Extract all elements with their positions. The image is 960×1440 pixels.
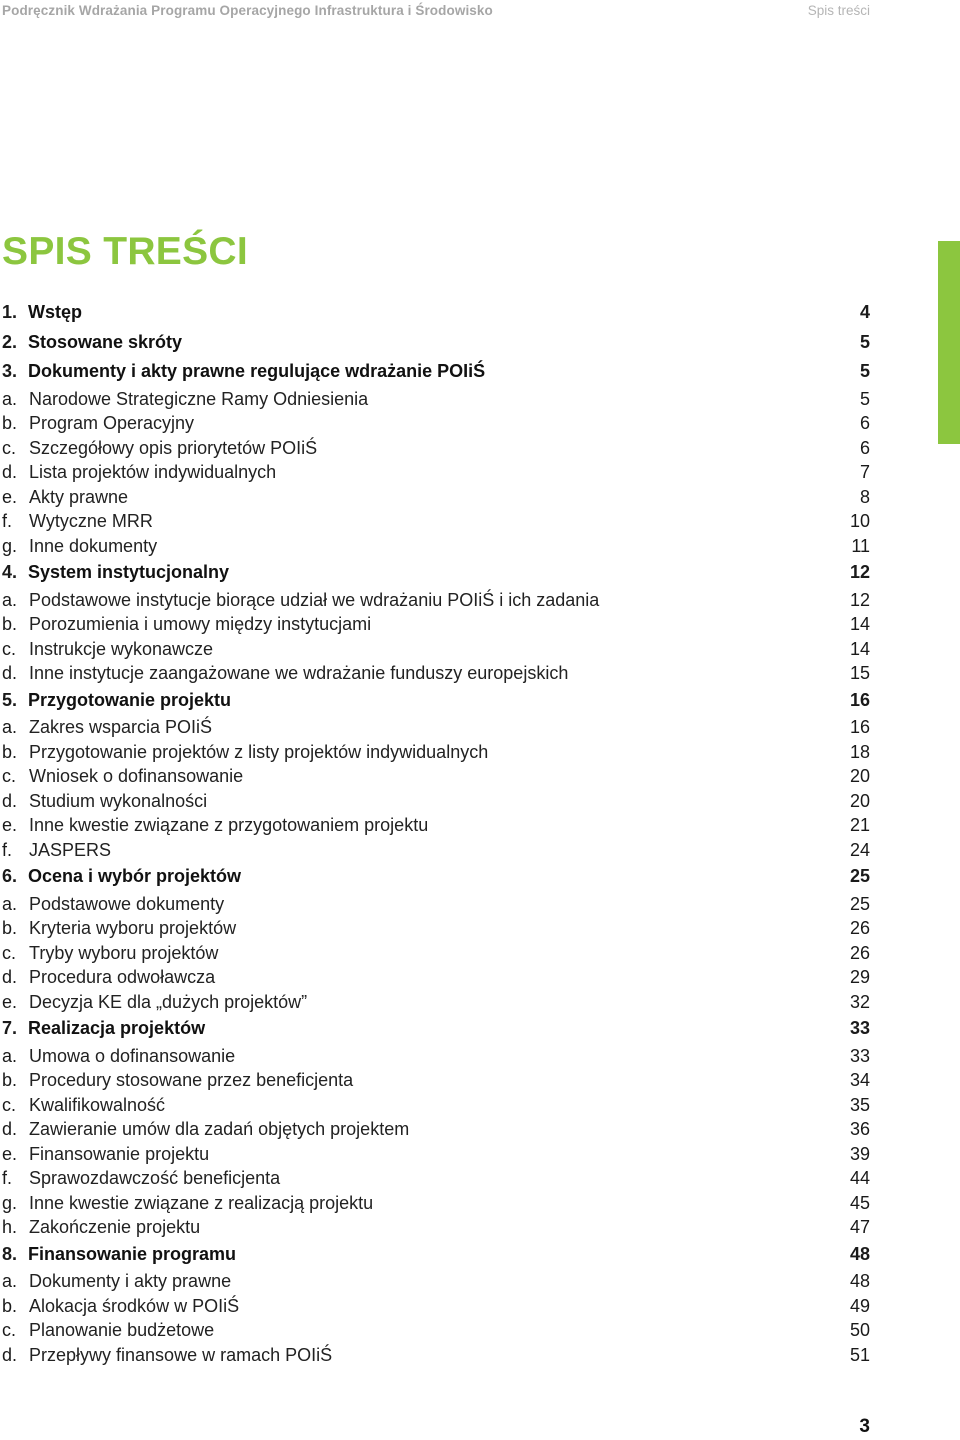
toc-entry-page: 5 bbox=[859, 331, 870, 352]
toc-entry-number: e. bbox=[2, 815, 18, 835]
toc-subsection-entry[interactable] bbox=[2, 1294, 870, 1319]
toc-entry-text: Sprawozdawczość beneficjenta bbox=[29, 1168, 281, 1188]
toc-subsection-entry[interactable] bbox=[2, 838, 870, 863]
toc-entry-page: 14 bbox=[849, 638, 870, 659]
toc-entry-text: Wniosek o dofinansowanie bbox=[29, 766, 244, 786]
toc-entry-number: f. bbox=[2, 1168, 13, 1188]
toc-entry-page: 6 bbox=[859, 413, 870, 433]
toc-entry-number: b. bbox=[2, 741, 18, 762]
toc-entry-page: 50 bbox=[849, 1320, 870, 1340]
toc-chapter-entry[interactable] bbox=[2, 862, 870, 892]
toc-entry-page: 16 bbox=[849, 717, 870, 737]
toc-subsection-entry[interactable] bbox=[2, 715, 870, 740]
toc-entry-page: 20 bbox=[849, 766, 870, 786]
toc-chapter-entry[interactable] bbox=[2, 298, 870, 328]
toc-entry-number: e. bbox=[2, 991, 18, 1012]
toc-entry-number: d. bbox=[2, 663, 18, 683]
toc-entry-label bbox=[2, 558, 229, 588]
toc-entry-label bbox=[2, 411, 194, 436]
toc-entry-page: 47 bbox=[849, 1217, 870, 1237]
toc-entry-text: Inne kwestie związane z przygotowaniem projektu bbox=[29, 815, 429, 835]
toc-entry-text: Studium wykonalności bbox=[29, 790, 208, 811]
toc-subsection-entry[interactable] bbox=[2, 436, 870, 461]
toc-entry-page: 5 bbox=[859, 361, 870, 381]
toc-entry-label bbox=[2, 838, 111, 863]
toc-entry-label bbox=[2, 892, 224, 917]
toc-entry-number: b. bbox=[2, 614, 18, 634]
toc-entry-text: Inne dokumenty bbox=[29, 535, 158, 556]
toc-entry-label bbox=[2, 862, 241, 892]
toc-entry-text: Inne kwestie związane z realizacją projektu bbox=[29, 1192, 374, 1213]
toc-entry-text: Finansowanie programu bbox=[28, 1243, 237, 1264]
toc-chapter-entry[interactable] bbox=[2, 558, 870, 588]
toc-entry-page: 48 bbox=[849, 1271, 870, 1291]
toc-entry-text: Wstęp bbox=[28, 302, 82, 322]
toc-entry-text: Przepływy finansowe w ramach POIiŚ bbox=[29, 1344, 333, 1365]
toc-entry-label bbox=[2, 588, 599, 613]
toc-subsection-entry[interactable] bbox=[2, 789, 870, 814]
toc-entry-label bbox=[2, 1240, 236, 1270]
toc-entry-page: 36 bbox=[849, 1119, 870, 1139]
toc-entry-text: Szczegółowy opis priorytetów POIiŚ bbox=[29, 437, 318, 458]
toc-entry-label bbox=[2, 1142, 209, 1167]
toc-entry-number: d. bbox=[2, 462, 18, 482]
toc-subsection-entry[interactable] bbox=[2, 740, 870, 765]
toc-entry-page: 24 bbox=[849, 839, 870, 860]
toc-entry-label bbox=[2, 485, 128, 510]
toc-entry-text: Stosowane skróty bbox=[28, 331, 183, 352]
toc-subsection-entry[interactable] bbox=[2, 1068, 870, 1093]
toc-entry-number: b. bbox=[2, 413, 18, 433]
toc-entry-label bbox=[2, 990, 307, 1015]
toc-entry-label bbox=[2, 1117, 409, 1142]
toc-subsection-entry[interactable] bbox=[2, 764, 870, 789]
toc-subsection-entry[interactable] bbox=[2, 941, 870, 966]
toc-entry-label bbox=[2, 1014, 205, 1044]
toc-entry-page: 21 bbox=[849, 815, 870, 835]
toc-entry-text: Przygotowanie projektu bbox=[28, 689, 232, 710]
toc-subsection-entry[interactable] bbox=[2, 1318, 870, 1343]
page-title: SPIS TREŚCI bbox=[2, 230, 249, 273]
toc-entry-label bbox=[2, 298, 82, 328]
toc-entry-page: 15 bbox=[849, 663, 870, 683]
toc-subsection-entry[interactable] bbox=[2, 612, 870, 637]
toc-subsection-entry[interactable] bbox=[2, 1343, 870, 1368]
toc-entry-page: 45 bbox=[849, 1192, 870, 1213]
toc-entry-number: 8. bbox=[2, 1243, 18, 1264]
toc-entry-text: Porozumienia i umowy między instytucjami bbox=[29, 614, 372, 634]
toc-entry-number: a. bbox=[2, 893, 18, 914]
toc-entry-label bbox=[2, 813, 428, 838]
toc-entry-number: e. bbox=[2, 486, 18, 507]
toc-subsection-entry[interactable] bbox=[2, 411, 870, 436]
toc-entry-page: 14 bbox=[849, 614, 870, 634]
toc-chapter-entry[interactable] bbox=[2, 1240, 870, 1270]
toc-entry-label bbox=[2, 1343, 332, 1368]
toc-entry-number: b. bbox=[2, 918, 18, 938]
toc-entry-text: Dokumenty i akty prawne bbox=[29, 1271, 232, 1291]
toc-entry-text: Przygotowanie projektów z listy projektów indywidualnych bbox=[29, 741, 489, 762]
toc-entry-text: Finansowanie projektu bbox=[29, 1143, 210, 1164]
toc-entry-number: 5. bbox=[2, 689, 18, 710]
toc-subsection-entry[interactable] bbox=[2, 1044, 870, 1069]
toc-entry-label bbox=[2, 387, 368, 412]
toc-subsection-entry[interactable] bbox=[2, 661, 870, 686]
toc-entry-number: c. bbox=[2, 1094, 17, 1115]
toc-entry-text: Instrukcje wykonawcze bbox=[29, 638, 214, 659]
toc-subsection-entry[interactable] bbox=[2, 1215, 870, 1240]
toc-entry-page: 25 bbox=[849, 866, 870, 886]
toc-entry-page: 51 bbox=[849, 1344, 870, 1365]
toc-entry-number: 7. bbox=[2, 1018, 18, 1038]
toc-entry-page: 8 bbox=[859, 486, 870, 507]
toc-entry-number: g. bbox=[2, 1192, 18, 1213]
toc-entry-page: 39 bbox=[849, 1143, 870, 1164]
toc-entry-label bbox=[2, 509, 153, 534]
toc-entry-text: Zawieranie umów dla zadań objętych projektem bbox=[29, 1119, 410, 1139]
toc-entry-text: Lista projektów indywidualnych bbox=[29, 462, 277, 482]
toc-entry-number: d. bbox=[2, 967, 18, 987]
toc-entry-number: h. bbox=[2, 1217, 18, 1237]
toc-entry-label bbox=[2, 1294, 239, 1319]
toc-entry-label bbox=[2, 1318, 214, 1343]
toc-entry-number: b. bbox=[2, 1070, 18, 1090]
toc-subsection-entry[interactable] bbox=[2, 509, 870, 534]
toc-entry-number: 1. bbox=[2, 302, 18, 322]
toc-entry-text: Procedura odwoławcza bbox=[29, 967, 216, 987]
toc-entry-page: 12 bbox=[849, 562, 870, 582]
toc-entry-label bbox=[2, 436, 317, 461]
toc-entry-number: e. bbox=[2, 1143, 18, 1164]
toc-chapter-entry[interactable] bbox=[2, 686, 870, 716]
toc-entry-text: Program Operacyjny bbox=[29, 413, 195, 433]
toc-entry-text: Akty prawne bbox=[29, 486, 129, 507]
toc-subsection-entry[interactable] bbox=[2, 1117, 870, 1142]
toc-chapter-entry[interactable] bbox=[2, 1014, 870, 1044]
toc-entry-number: a. bbox=[2, 1271, 18, 1291]
toc-subsection-entry[interactable] bbox=[2, 387, 870, 412]
toc-entry-page: 26 bbox=[849, 942, 870, 963]
toc-entry-number: c. bbox=[2, 766, 17, 786]
toc-entry-label bbox=[2, 965, 215, 990]
toc-entry-label bbox=[2, 764, 243, 789]
toc-subsection-entry[interactable] bbox=[2, 534, 870, 559]
toc-entry-page: 4 bbox=[859, 302, 870, 322]
toc-subsection-entry[interactable] bbox=[2, 588, 870, 613]
toc-entry-label bbox=[2, 637, 213, 662]
toc-entry-text: Realizacja projektów bbox=[28, 1018, 206, 1038]
toc-subsection-entry[interactable] bbox=[2, 916, 870, 941]
toc-entry-page: 26 bbox=[849, 918, 870, 938]
toc-entry-page: 12 bbox=[849, 589, 870, 610]
toc-entry-label bbox=[2, 328, 182, 358]
toc-entry-number: b. bbox=[2, 1295, 18, 1316]
toc-chapter-entry[interactable] bbox=[2, 328, 870, 358]
toc-chapter-entry[interactable] bbox=[2, 357, 870, 387]
toc-entry-number: a. bbox=[2, 589, 18, 610]
toc-subsection-entry[interactable] bbox=[2, 1269, 870, 1294]
section-tab-marker bbox=[938, 241, 960, 444]
toc-entry-label bbox=[2, 1068, 353, 1093]
toc-entry-label bbox=[2, 357, 485, 387]
toc-entry-label bbox=[2, 686, 231, 716]
toc-entry-page: 7 bbox=[859, 462, 870, 482]
toc-entry-label bbox=[2, 1093, 165, 1118]
toc-entry-label bbox=[2, 1044, 235, 1069]
toc-entry-page: 49 bbox=[849, 1295, 870, 1316]
toc-entry-number: g. bbox=[2, 535, 18, 556]
table-of-contents bbox=[2, 298, 870, 1367]
toc-subsection-entry[interactable] bbox=[2, 813, 870, 838]
toc-subsection-entry[interactable] bbox=[2, 892, 870, 917]
toc-entry-page: 29 bbox=[849, 967, 870, 987]
toc-entry-text: Ocena i wybór projektów bbox=[28, 866, 242, 886]
toc-entry-number: 6. bbox=[2, 866, 18, 886]
toc-entry-text: Podstawowe dokumenty bbox=[29, 893, 225, 914]
toc-entry-label bbox=[2, 1215, 200, 1240]
toc-entry-number: c. bbox=[2, 942, 17, 963]
toc-entry-page: 16 bbox=[849, 689, 870, 710]
toc-entry-page: 35 bbox=[849, 1094, 870, 1115]
toc-entry-text: Procedury stosowane przez beneficjenta bbox=[29, 1070, 354, 1090]
toc-entry-label bbox=[2, 916, 236, 941]
toc-entry-label bbox=[2, 612, 371, 637]
toc-entry-label bbox=[2, 740, 488, 765]
toc-entry-number: d. bbox=[2, 790, 18, 811]
toc-subsection-entry[interactable] bbox=[2, 1142, 870, 1167]
toc-entry-label bbox=[2, 661, 568, 686]
toc-entry-page: 10 bbox=[849, 511, 870, 531]
toc-entry-page: 32 bbox=[849, 991, 870, 1012]
toc-subsection-entry[interactable] bbox=[2, 1191, 870, 1216]
toc-entry-label bbox=[2, 789, 207, 814]
toc-entry-page: 5 bbox=[859, 388, 870, 409]
toc-entry-page: 6 bbox=[859, 437, 870, 458]
toc-subsection-entry[interactable] bbox=[2, 637, 870, 662]
toc-entry-text: Decyzja KE dla „dużych projektów” bbox=[29, 991, 308, 1012]
toc-entry-page: 48 bbox=[849, 1243, 870, 1264]
page-number: 3 bbox=[859, 1416, 870, 1437]
toc-subsection-entry[interactable] bbox=[2, 1093, 870, 1118]
running-header-section: Spis treści bbox=[807, 3, 870, 18]
toc-entry-page: 20 bbox=[849, 790, 870, 811]
toc-entry-text: Podstawowe instytucje biorące udział we wdrażaniu POIiŚ i ich zadania bbox=[29, 589, 600, 610]
toc-subsection-entry[interactable] bbox=[2, 485, 870, 510]
toc-entry-text: Zakończenie projektu bbox=[29, 1217, 201, 1237]
toc-entry-page: 11 bbox=[851, 535, 870, 556]
toc-entry-text: Inne instytucje zaangażowane we wdrażanie funduszy europejskich bbox=[29, 663, 569, 683]
toc-entry-number: d. bbox=[2, 1344, 18, 1365]
toc-entry-text: Wytyczne MRR bbox=[29, 511, 153, 531]
toc-entry-number: c. bbox=[2, 1320, 17, 1340]
toc-entry-text: System instytucjonalny bbox=[28, 562, 230, 582]
toc-entry-text: Umowa o dofinansowanie bbox=[29, 1045, 236, 1066]
toc-entry-page: 34 bbox=[849, 1070, 870, 1090]
toc-subsection-entry[interactable] bbox=[2, 965, 870, 990]
toc-subsection-entry[interactable] bbox=[2, 460, 870, 485]
toc-entry-number: 3. bbox=[2, 361, 18, 381]
toc-entry-number: f. bbox=[2, 839, 13, 860]
toc-entry-label bbox=[2, 941, 218, 966]
toc-entry-text: Planowanie budżetowe bbox=[29, 1320, 215, 1340]
toc-entry-number: c. bbox=[2, 638, 17, 659]
toc-entry-page: 25 bbox=[849, 893, 870, 914]
toc-entry-text: Tryby wyboru projektów bbox=[29, 942, 219, 963]
toc-entry-page: 44 bbox=[849, 1168, 870, 1188]
running-header-title: Podręcznik Wdrażania Programu Operacyjnego Infrastruktura i Środowisko bbox=[2, 3, 493, 18]
toc-subsection-entry[interactable] bbox=[2, 990, 870, 1015]
toc-entry-text: Alokacja środków w POIiŚ bbox=[29, 1295, 240, 1316]
toc-entry-text: Zakres wsparcia POIiŚ bbox=[29, 717, 213, 737]
toc-entry-number: a. bbox=[2, 717, 18, 737]
toc-entry-text: JASPERS bbox=[29, 839, 112, 860]
toc-entry-number: f. bbox=[2, 511, 13, 531]
toc-entry-text: Dokumenty i akty prawne regulujące wdrażanie POIiŚ bbox=[28, 361, 486, 381]
toc-entry-label bbox=[2, 1191, 373, 1216]
toc-entry-label bbox=[2, 715, 212, 740]
toc-entry-number: a. bbox=[2, 1045, 18, 1066]
toc-entry-page: 33 bbox=[849, 1045, 870, 1066]
toc-entry-page: 18 bbox=[849, 741, 870, 762]
toc-entry-label bbox=[2, 1166, 280, 1191]
toc-entry-text: Kryteria wyboru projektów bbox=[29, 918, 237, 938]
toc-entry-label bbox=[2, 534, 157, 559]
toc-entry-text: Narodowe Strategiczne Ramy Odniesienia bbox=[29, 388, 369, 409]
toc-entry-label bbox=[2, 1269, 231, 1294]
toc-subsection-entry[interactable] bbox=[2, 1166, 870, 1191]
toc-entry-number: c. bbox=[2, 437, 17, 458]
toc-entry-number: 4. bbox=[2, 562, 18, 582]
toc-entry-text: Kwalifikowalność bbox=[29, 1094, 166, 1115]
toc-entry-page: 33 bbox=[849, 1018, 870, 1038]
toc-entry-number: 2. bbox=[2, 331, 18, 352]
toc-entry-number: d. bbox=[2, 1119, 18, 1139]
toc-entry-label bbox=[2, 460, 276, 485]
toc-entry-number: a. bbox=[2, 388, 18, 409]
